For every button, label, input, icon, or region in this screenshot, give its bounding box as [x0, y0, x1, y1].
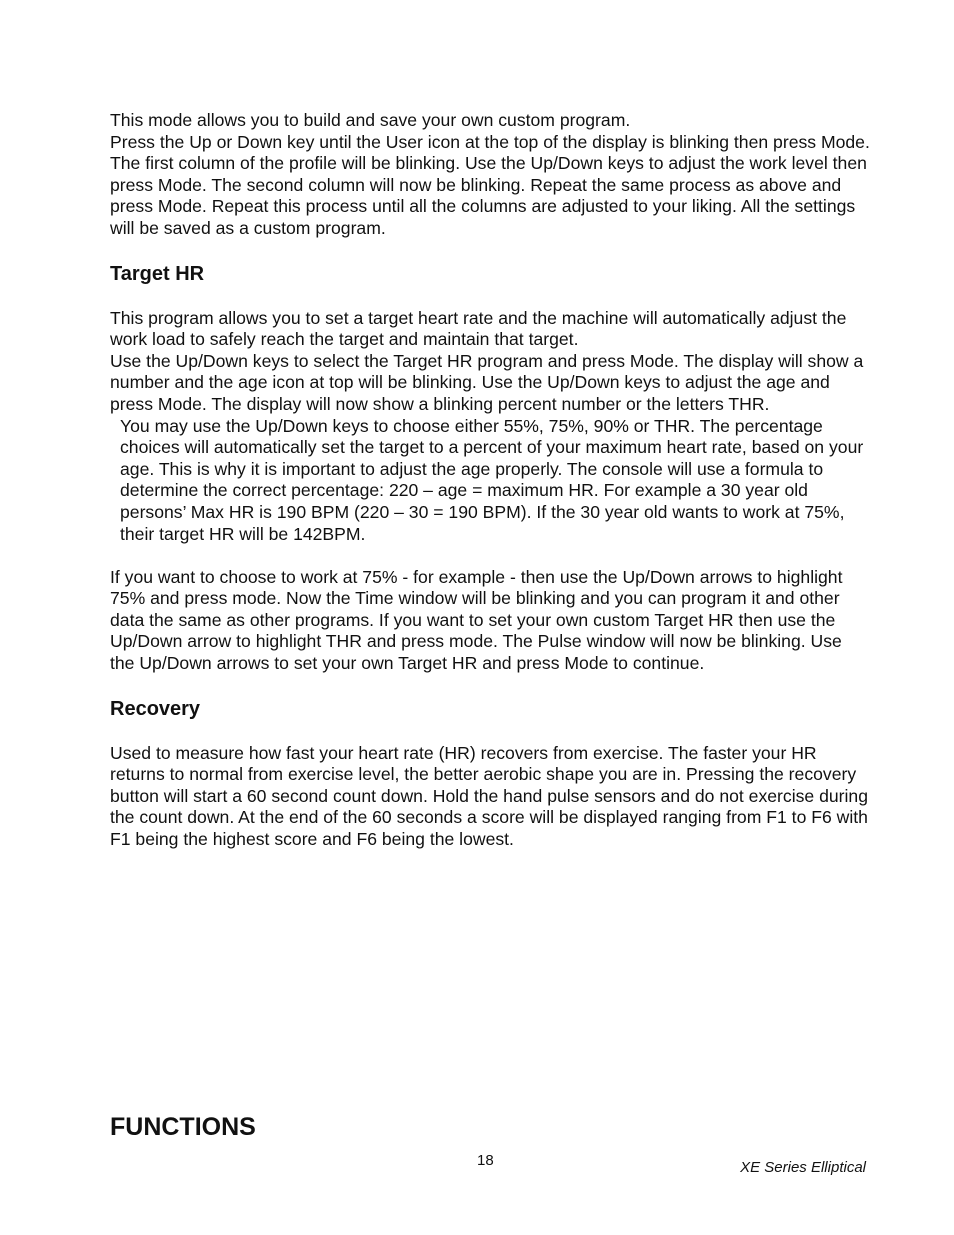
target-hr-paragraph-1: This program allows you to set a target heart rate and the machine will automatically adjust the work load to safely reach the target and maintain that target. — [110, 307, 847, 350]
intro-paragraph: Press the Up or Down key until the User icon at the top of the display is blinking then press Mode. The first column of the profile will be blinking. Use the Up/Down keys to adjust the work level then press Mode. The second column will now be blinking. Repeat the same process as above and press Mode. Repeat this process until all the columns are adjusted to your liking. All the settings will be saved as a custom program. — [110, 131, 870, 238]
recovery-paragraph: Used to measure how fast your heart rate (HR) recovers from exercise. The faster your HR returns to normal from exercise level, the better aerobic shape you are in. Pressing the recovery button will start a 60 second count down. Hold the hand pulse sensors and do not exercise during the count down. At the end of the 60 seconds a score will be displayed ranging from F1 to F6 with F1 being the highest score and F6 being the lowest. — [110, 742, 868, 850]
target-hr-paragraph-4: If you want to choose to work at 75% - for example - then use the Up/Down arrows to highlight 75% and press mode. Now the Time window will be blinking and you can program it and other data the same as other programs. If you want to set your own custom Target HR then use the Up/Down arrow to highlight THR and press mode. The Pulse window will now be blinking. Use the Up/Down arrows to set your own Target HR and press Mode to continue. — [110, 566, 843, 674]
target-hr-paragraph-3: You may use the Up/Down keys to choose either 55%, 75%, 90% or THR. The percentage choices will automatically set the target to a percent of your maximum heart rate, based on your age. This is why it is important to adjust the age properly. The console will use a formula to determine the correct percentage: 220 – age = maximum HR. For example a 30 year old persons’ Max HR is 190 BPM (220 – 30 = 190 BPM). If the 30 year old wants to work at 75%, their target HR will be 142BPM. — [120, 415, 864, 544]
target-hr-paragraph-2: Use the Up/Down keys to select the Target HR program and press Mode. The display will show a number and the age icon at top will be blinking. Use the Up/Down keys to adjust the age and press Mode. The display will now show a blinking percent number or the letters THR. — [110, 350, 864, 414]
paragraph-spacer — [110, 545, 870, 567]
page-content — [110, 110, 870, 851]
page-number: 18 — [477, 1152, 494, 1169]
functions-heading: FUNCTIONS — [110, 1113, 256, 1141]
recovery-heading: Recovery — [110, 697, 201, 720]
intro-line: This mode allows you to build and save your own custom program. — [110, 110, 631, 130]
footer-title: XE Series Elliptical — [740, 1159, 866, 1176]
target-hr-heading: Target HR — [110, 262, 205, 285]
